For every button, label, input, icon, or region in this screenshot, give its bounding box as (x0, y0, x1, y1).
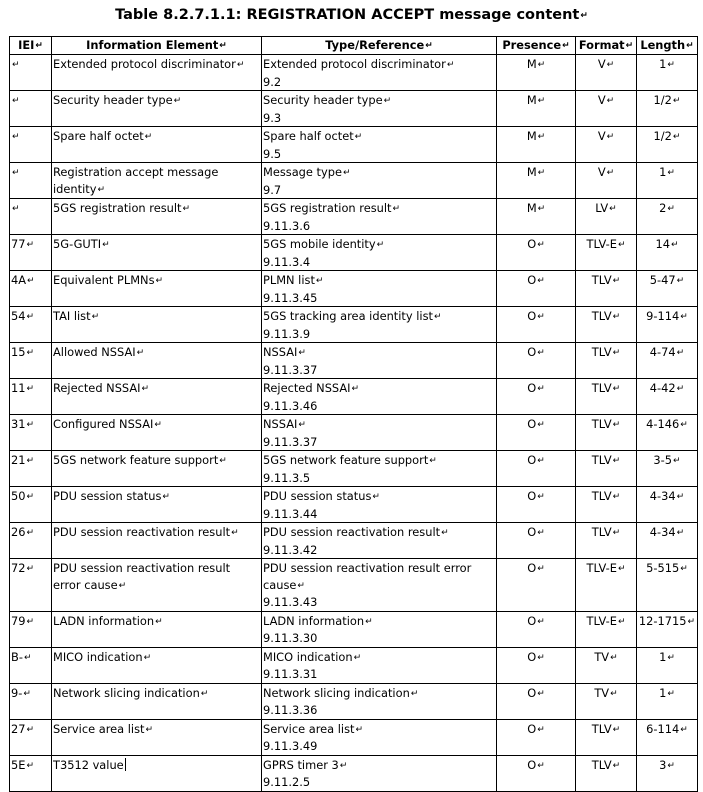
paragraph-mark-icon: ↵ (667, 168, 675, 178)
paragraph-mark-icon: ↵ (141, 384, 150, 394)
paragraph-mark-icon: ↵ (676, 492, 685, 502)
paragraph-mark-icon: ↵ (667, 760, 675, 771)
paragraph-mark-icon: ↵ (353, 652, 362, 663)
cell-format: TLV↵ (576, 451, 637, 487)
paragraph-mark-icon: ↵ (537, 132, 546, 142)
paragraph-mark-icon: ↵ (155, 616, 163, 627)
cell-type-reference: PDU session status↵ 9.11.3.44 (262, 487, 497, 523)
paragraph-mark-icon: ↵ (610, 652, 618, 663)
cell-iei: 54↵ (10, 307, 52, 343)
paragraph-mark-icon: ↵ (676, 384, 685, 394)
paragraph-mark-icon: ↵ (383, 96, 392, 106)
cell-format: TLV↵ (576, 487, 637, 523)
table-row (10, 127, 698, 163)
table-row (10, 523, 698, 559)
paragraph-mark-icon: ↵ (612, 348, 621, 358)
paragraph-mark-icon: ↵ (12, 168, 20, 178)
cell-length: 4-34↵ (637, 523, 698, 559)
cell-presence: M↵ (497, 163, 576, 199)
cell-presence: M↵ (497, 199, 576, 235)
cell-presence: M↵ (497, 91, 576, 127)
paragraph-mark-icon: ↵ (351, 384, 360, 394)
paragraph-mark-icon: ↵ (355, 724, 364, 735)
cell-presence: M↵ (497, 127, 576, 163)
cell-length: 1↵ (637, 647, 698, 683)
cell-information-element: Service area list↵ (52, 719, 262, 755)
paragraph-mark-icon: ↵ (537, 652, 545, 663)
paragraph-mark-icon: ↵ (672, 96, 681, 106)
paragraph-mark-icon: ↵ (612, 760, 621, 771)
paragraph-mark-icon: ↵ (343, 168, 351, 178)
cell-presence: M↵ (497, 55, 576, 91)
table-row (10, 271, 698, 307)
paragraph-mark-icon: ↵ (612, 384, 621, 394)
cell-iei (10, 55, 52, 91)
paragraph-mark-icon: ↵ (26, 312, 35, 322)
paragraph-mark-icon: ↵ (392, 204, 401, 214)
cell-presence: O↵ (497, 611, 576, 647)
table-row (10, 91, 698, 127)
cell-length: 1↵ (637, 683, 698, 719)
paragraph-mark-icon: ↵ (298, 348, 306, 358)
cell-type-reference: PDU session reactivation result error cause↵ 9.11.3.43 (262, 559, 497, 612)
cell-iei: 79↵ (10, 611, 52, 647)
paragraph-mark-icon: ↵ (612, 420, 621, 430)
paragraph-mark-icon: ↵ (26, 348, 35, 358)
cell-type-reference: 5GS tracking area identity list↵ 9.11.3.9 (262, 307, 497, 343)
cell-information-element: Rejected NSSAI↵ (52, 379, 262, 415)
paragraph-mark-icon: ↵ (26, 760, 34, 771)
header-length: Length↵ (637, 37, 698, 55)
paragraph-mark-icon: ↵ (429, 456, 437, 466)
paragraph-mark-icon: ↵ (365, 616, 373, 627)
paragraph-mark-icon: ↵ (606, 96, 615, 106)
paragraph-mark-icon: ↵ (12, 132, 20, 142)
paragraph-mark-icon: ↵ (680, 420, 688, 430)
paragraph-mark-icon: ↵ (537, 564, 545, 574)
header-format: Format↵ (576, 37, 637, 55)
cell-length: 5-47↵ (637, 271, 698, 307)
cell-format: TLV↵ (576, 755, 637, 791)
paragraph-mark-icon: ↵ (537, 348, 545, 358)
cell-type-reference: GPRS timer 3↵ 9.11.2.5 (262, 755, 497, 791)
cell-iei: 26↵ (10, 523, 52, 559)
table-row (10, 343, 698, 379)
cell-presence: O↵ (497, 719, 576, 755)
paragraph-mark-icon: ↵ (446, 60, 455, 70)
cell-presence: O↵ (497, 379, 576, 415)
cell-length: 6-114↵ (637, 719, 698, 755)
cell-type-reference: PLMN list↵ 9.11.3.45 (262, 271, 497, 307)
cell-length: 14↵ (637, 235, 698, 271)
paragraph-mark-icon: ↵ (23, 652, 32, 663)
cell-iei: 31↵ (10, 415, 52, 451)
cell-format: V↵ (576, 91, 637, 127)
cell-information-element: Security header type↵ (52, 91, 262, 127)
paragraph-mark-icon: ↵ (667, 204, 675, 214)
paragraph-mark-icon: ↵ (236, 60, 245, 70)
paragraph-mark-icon: ↵ (537, 204, 546, 214)
paragraph-mark-icon: ↵ (537, 688, 545, 699)
cell-length: 12-1715↵ (637, 611, 698, 647)
paragraph-mark-icon: ↵ (612, 724, 621, 735)
paragraph-mark-icon: ↵ (12, 60, 20, 70)
cell-iei (10, 91, 52, 127)
paragraph-mark-icon: ↵ (537, 168, 546, 178)
header-iei: IEI↵ (10, 37, 52, 55)
table-row (10, 163, 698, 199)
cell-presence: O↵ (497, 271, 576, 307)
paragraph-mark-icon: ↵ (162, 492, 170, 502)
paragraph-mark-icon: ↵ (182, 204, 191, 214)
paragraph-mark-icon: ↵ (154, 420, 162, 430)
cell-type-reference: LADN information↵ 9.11.3.30 (262, 611, 497, 647)
cell-format: V↵ (576, 163, 637, 199)
paragraph-mark-icon: ↵ (372, 492, 380, 502)
cell-length: 5-515↵ (637, 559, 698, 612)
paragraph-mark-icon: ↵ (136, 348, 145, 358)
cell-information-element: PDU session reactivation result↵ (52, 523, 262, 559)
paragraph-mark-icon: ↵ (673, 456, 681, 466)
paragraph-mark-icon: ↵ (12, 204, 20, 214)
cell-information-element: 5G-GUTI↵ (52, 235, 262, 271)
paragraph-mark-icon: ↵ (26, 492, 35, 502)
cell-information-element: PDU session status↵ (52, 487, 262, 523)
cell-presence: O↵ (497, 755, 576, 791)
cell-information-element: Network slicing indication↵ (52, 683, 262, 719)
cell-format: LV↵ (576, 199, 637, 235)
table-row (10, 199, 698, 235)
paragraph-mark-icon: ↵ (617, 616, 626, 627)
cell-format: TV↵ (576, 683, 637, 719)
paragraph-mark-icon: ↵ (118, 580, 127, 591)
table-header-row (10, 37, 698, 55)
cell-length: 1↵ (637, 163, 698, 199)
paragraph-mark-icon: ↵ (537, 60, 546, 70)
paragraph-mark-icon: ↵ (676, 348, 685, 358)
header-presence: Presence↵ (497, 37, 576, 55)
paragraph-mark-icon: ↵ (687, 616, 696, 627)
paragraph-mark-icon: ↵ (315, 276, 324, 286)
paragraph-mark-icon: ↵ (667, 652, 675, 663)
cell-length: 1/2↵ (637, 127, 698, 163)
cell-information-element: Spare half octet↵ (52, 127, 262, 163)
cell-format: V↵ (576, 55, 637, 91)
cell-format: TLV-E↵ (576, 611, 637, 647)
cell-format: TLV-E↵ (576, 559, 637, 612)
paragraph-mark-icon: ↵ (667, 60, 675, 70)
paragraph-mark-icon: ↵ (27, 276, 35, 286)
cell-information-element: LADN information↵ (52, 611, 262, 647)
table-row (10, 487, 698, 523)
cell-information-element: Configured NSSAI↵ (52, 415, 262, 451)
cell-iei (10, 199, 52, 235)
paragraph-mark-icon: ↵ (606, 132, 615, 142)
cell-information-element: Equivalent PLMNs↵ (52, 271, 262, 307)
cell-iei: 21↵ (10, 451, 52, 487)
paragraph-mark-icon: ↵ (617, 564, 626, 574)
header-type-reference: Type/Reference↵ (262, 37, 497, 55)
text-cursor (125, 758, 126, 771)
cell-information-element: TAI list↵ (52, 307, 262, 343)
paragraph-mark-icon: ↵ (612, 528, 621, 538)
paragraph-mark-icon: ↵ (26, 420, 35, 430)
cell-type-reference: Spare half octet↵ 9.5 (262, 127, 497, 163)
cell-presence: O↵ (497, 451, 576, 487)
cell-information-element: 5GS registration result↵ (52, 199, 262, 235)
cell-length: 4-146↵ (637, 415, 698, 451)
paragraph-mark-icon: ↵ (680, 564, 688, 574)
cell-type-reference: Security header type↵ 9.3 (262, 91, 497, 127)
cell-presence: O↵ (497, 523, 576, 559)
paragraph-mark-icon: ↵ (676, 276, 685, 286)
cell-length: 2↵ (637, 199, 698, 235)
paragraph-mark-icon: ↵ (680, 312, 688, 322)
cell-length: 1/2↵ (637, 91, 698, 127)
cell-iei: 4A↵ (10, 271, 52, 307)
cell-format: TLV↵ (576, 343, 637, 379)
paragraph-mark-icon: ↵ (231, 528, 239, 538)
paragraph-mark-icon: ↵ (537, 420, 545, 430)
cell-presence: O↵ (497, 235, 576, 271)
cell-length: 3-5↵ (637, 451, 698, 487)
paragraph-mark-icon: ↵ (612, 312, 621, 322)
cell-iei: 5E↵ (10, 755, 52, 791)
paragraph-mark-icon: ↵ (676, 528, 685, 538)
paragraph-mark-icon: ↵ (144, 132, 153, 142)
paragraph-mark-icon: ↵ (537, 312, 545, 322)
paragraph-mark-icon: ↵ (339, 760, 348, 771)
paragraph-mark-icon: ↵ (537, 384, 545, 394)
paragraph-mark-icon: ↵ (155, 276, 164, 286)
paragraph-mark-icon: ↵ (433, 312, 442, 322)
cell-iei (10, 127, 52, 163)
cell-type-reference: MICO indication↵ 9.11.3.31 (262, 647, 497, 683)
header-information-element: Information Element↵ (52, 37, 262, 55)
paragraph-mark-icon: ↵ (537, 240, 545, 250)
paragraph-mark-icon: ↵ (670, 240, 679, 250)
cell-iei: 72↵ (10, 559, 52, 612)
cell-presence: O↵ (497, 683, 576, 719)
cell-type-reference: 5GS mobile identity↵ 9.11.3.4 (262, 235, 497, 271)
paragraph-mark-icon: ↵ (537, 616, 545, 627)
paragraph-mark-icon: ↵ (26, 564, 35, 574)
cell-length: 4-74↵ (637, 343, 698, 379)
cell-length: 4-42↵ (637, 379, 698, 415)
cell-format: TV↵ (576, 647, 637, 683)
table-row (10, 611, 698, 647)
paragraph-mark-icon: ↵ (26, 724, 35, 735)
cell-type-reference: Service area list↵ 9.11.3.49 (262, 719, 497, 755)
paragraph-mark-icon: ↵ (173, 96, 182, 106)
paragraph-mark-icon: ↵ (297, 580, 305, 591)
cell-presence: O↵ (497, 559, 576, 612)
cell-format: TLV-E↵ (576, 235, 637, 271)
cell-presence: O↵ (497, 487, 576, 523)
cell-type-reference: PDU session reactivation result↵ 9.11.3.42 (262, 523, 497, 559)
paragraph-mark-icon: ↵ (537, 724, 545, 735)
paragraph-mark-icon: ↵ (537, 456, 545, 466)
table-row (10, 559, 698, 612)
table-title (0, 5, 703, 26)
message-content-table (9, 36, 698, 792)
cell-presence: O↵ (497, 343, 576, 379)
paragraph-mark-icon: ↵ (537, 492, 545, 502)
cell-iei: 11↵ (10, 379, 52, 415)
cell-iei: 15↵ (10, 343, 52, 379)
table-row (10, 379, 698, 415)
paragraph-mark-icon: ↵ (298, 420, 306, 430)
cell-length: 1↵ (637, 55, 698, 91)
cell-type-reference: 5GS registration result↵ 9.11.3.6 (262, 199, 497, 235)
paragraph-mark-icon: ↵ (376, 240, 385, 250)
paragraph-mark-icon: ↵ (580, 11, 588, 21)
paragraph-mark-icon: ↵ (537, 96, 546, 106)
table-row (10, 415, 698, 451)
paragraph-mark-icon: ↵ (441, 528, 449, 538)
paragraph-mark-icon: ↵ (612, 456, 621, 466)
cell-format: TLV↵ (576, 719, 637, 755)
cell-type-reference: NSSAI↵ 9.11.3.37 (262, 343, 497, 379)
paragraph-mark-icon: ↵ (606, 168, 615, 178)
paragraph-mark-icon: ↵ (97, 184, 106, 195)
table-row (10, 683, 698, 719)
paragraph-mark-icon: ↵ (617, 240, 626, 250)
table-title-text: Table 8.2.7.1.1: REGISTRATION ACCEPT message content (115, 7, 580, 23)
paragraph-mark-icon: ↵ (606, 60, 615, 70)
paragraph-mark-icon: ↵ (200, 688, 209, 699)
paragraph-mark-icon: ↵ (609, 204, 617, 214)
table-row (10, 451, 698, 487)
cell-type-reference: NSSAI↵ 9.11.3.37 (262, 415, 497, 451)
table-row (10, 307, 698, 343)
paragraph-mark-icon: ↵ (145, 724, 154, 735)
paragraph-mark-icon: ↵ (537, 276, 545, 286)
cell-information-element: 5GS network feature support↵ (52, 451, 262, 487)
cell-format: TLV↵ (576, 307, 637, 343)
paragraph-mark-icon: ↵ (612, 492, 621, 502)
paragraph-mark-icon: ↵ (610, 688, 618, 699)
cell-length: 3↵ (637, 755, 698, 791)
cell-information-element: Registration accept message identity↵ (52, 163, 262, 199)
paragraph-mark-icon: ↵ (102, 240, 110, 250)
paragraph-mark-icon: ↵ (672, 132, 681, 142)
cell-information-element: PDU session reactivation result error cause↵ (52, 559, 262, 612)
cell-information-element: Extended protocol discriminator↵ (52, 55, 262, 91)
table-row (10, 55, 698, 91)
cell-iei (10, 163, 52, 199)
cell-format: TLV↵ (576, 271, 637, 307)
cell-presence: O↵ (497, 415, 576, 451)
paragraph-mark-icon: ↵ (537, 528, 545, 538)
cell-format: TLV↵ (576, 379, 637, 415)
table-row (10, 647, 698, 683)
cell-type-reference: Rejected NSSAI↵ 9.11.3.46 (262, 379, 497, 415)
paragraph-mark-icon: ↵ (667, 688, 675, 699)
table-row (10, 719, 698, 755)
table-body (10, 55, 698, 792)
paragraph-mark-icon: ↵ (354, 132, 363, 142)
cell-length: 4-34↵ (637, 487, 698, 523)
cell-iei: 27↵ (10, 719, 52, 755)
cell-length: 9-114↵ (637, 307, 698, 343)
cell-type-reference: Message type↵ 9.7 (262, 163, 497, 199)
cell-presence: O↵ (497, 307, 576, 343)
paragraph-mark-icon: ↵ (26, 528, 35, 538)
cell-iei: 9-↵ (10, 683, 52, 719)
paragraph-mark-icon: ↵ (537, 760, 545, 771)
cell-information-element: MICO indication↵ (52, 647, 262, 683)
paragraph-mark-icon: ↵ (143, 652, 152, 663)
cell-type-reference: 5GS network feature support↵ 9.11.3.5 (262, 451, 497, 487)
paragraph-mark-icon: ↵ (26, 616, 35, 627)
paragraph-mark-icon: ↵ (12, 96, 20, 106)
paragraph-mark-icon: ↵ (612, 276, 621, 286)
cell-format: TLV↵ (576, 523, 637, 559)
cell-iei: 77↵ (10, 235, 52, 271)
paragraph-mark-icon: ↵ (410, 688, 419, 699)
paragraph-mark-icon: ↵ (219, 456, 227, 466)
paragraph-mark-icon: ↵ (26, 240, 35, 250)
cell-presence: O↵ (497, 647, 576, 683)
paragraph-mark-icon: ↵ (91, 312, 100, 322)
paragraph-mark-icon: ↵ (23, 688, 31, 699)
paragraph-mark-icon: ↵ (680, 724, 688, 735)
table-row (10, 755, 698, 791)
cell-type-reference: Network slicing indication↵ 9.11.3.36 (262, 683, 497, 719)
paragraph-mark-icon: ↵ (26, 384, 35, 394)
table-row (10, 235, 698, 271)
cell-iei: B-↵ (10, 647, 52, 683)
cell-information-element: Allowed NSSAI↵ (52, 343, 262, 379)
cell-information-element: T3512 value (52, 755, 262, 791)
cell-iei: 50↵ (10, 487, 52, 523)
cell-format: V↵ (576, 127, 637, 163)
cell-type-reference: Extended protocol discriminator↵ 9.2 (262, 55, 497, 91)
cell-format: TLV↵ (576, 415, 637, 451)
paragraph-mark-icon: ↵ (26, 456, 35, 466)
